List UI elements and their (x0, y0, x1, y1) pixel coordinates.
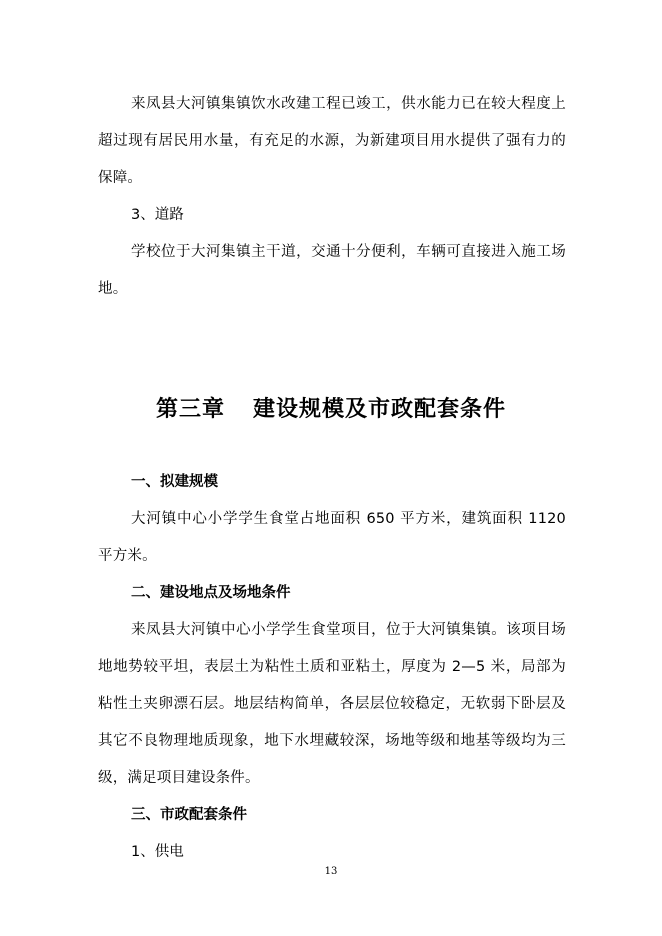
section-heading-site: 二、建设地点及场地条件 (131, 585, 291, 601)
top-text-block (98, 86, 566, 308)
page-number: 13 (324, 866, 338, 877)
road-paragraph: 学校位于大河集镇主干道，交通十分便利，车辆可直接进入施工场地。 (98, 244, 566, 297)
section-heading-scale: 一、拟建规模 (131, 474, 218, 490)
chapter-number: 第三章 (155, 396, 225, 422)
site-paragraph: 来凤县大河镇中心小学学生食堂项目，位于大河镇集镇。该项目场地地势较平坦，表层土为粘性土质和亚粘土，厚度为 2—5 米，局部为粘性土夹卵漂石层。地层结构简单，各层层位较稳定，无软弱下卧层及其它不良物理地质现象，地下水埋藏较深，场地等级和地基等级均为三级，满足项目建设条件。 (98, 622, 566, 786)
scale-paragraph: 大河镇中心小学学生食堂占地面积 650 平方米，建筑面积 1120 平方米。 (98, 511, 566, 564)
chapter-body (98, 464, 566, 871)
power-subheading: 1、供电 (131, 844, 184, 860)
road-subheading: 3、道路 (131, 207, 184, 223)
chapter-title (0, 392, 662, 423)
water-supply-paragraph: 来凤县大河镇集镇饮水改建工程已竣工，供水能力已在较大程度上超过现有居民用水量，有充足的水源，为新建项目用水提供了强有力的保障。 (98, 96, 566, 186)
section-heading-municipal: 三、市政配套条件 (131, 807, 247, 823)
chapter-name: 建设规模及市政配套条件 (253, 396, 507, 422)
